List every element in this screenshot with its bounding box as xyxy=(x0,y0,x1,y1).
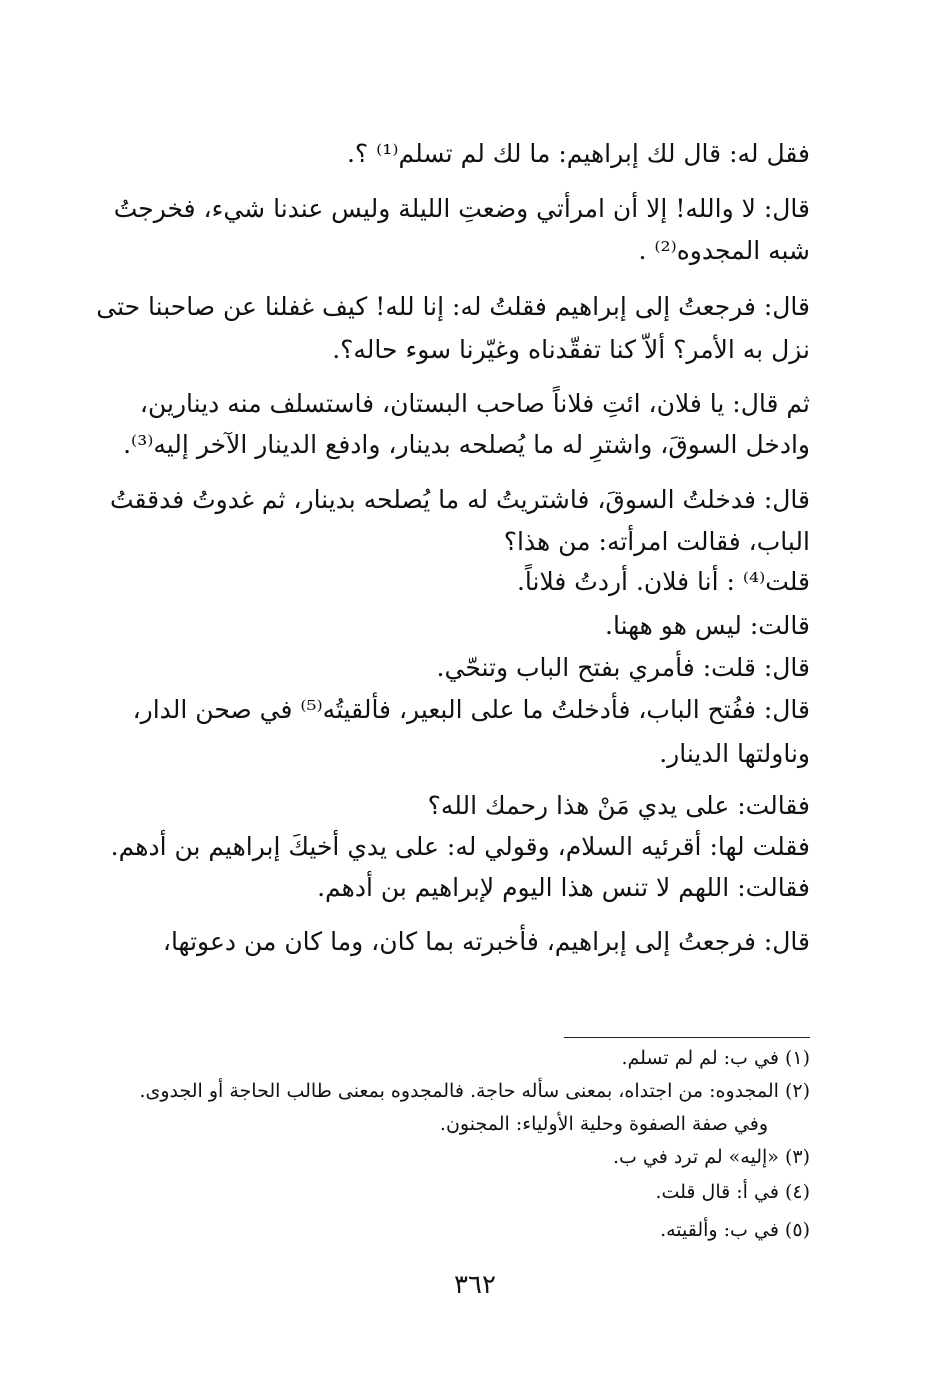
footnote-5: (٥) في ب: وألقيته. xyxy=(660,1219,810,1241)
body-line-4: قال: فرجعتُ إلى إبراهيم فقلتُ له: إنا لله! كيف غفلنا عن صاحبنا حتى xyxy=(96,292,810,321)
body-line-13: قال: ففُتح الباب، فأدخلتُ ما على البعير، فألقيتُه⁽⁵⁾ في صحن الدار، xyxy=(132,695,810,724)
body-line-11: قالت: ليس هو ههنا. xyxy=(605,611,810,640)
body-line-12: قال: قلت: فأمري بفتح الباب وتنحّي. xyxy=(436,653,810,682)
body-line-15: فقالت: على يدي مَنْ هذا رحمك الله؟ xyxy=(427,791,810,820)
footnote-1: (١) في ب: لم لم تسلم. xyxy=(621,1047,810,1069)
body-line-8: قال: فدخلتُ السوقَ، فاشتريتُ له ما يُصلحه بدينار، ثم غدوتُ فدققتُ xyxy=(109,485,810,514)
body-line-16: فقلت لها: أقرئيه السلام، وقولي له: على يدي أخيكَ إبراهيم بن أدهم. xyxy=(110,832,810,861)
page-number: ٣٦٢ xyxy=(454,1270,496,1300)
body-line-2: قال: لا والله! إلا أن امرأتي وضعتِ الليلة وليس عندنا شيء، فخرجتُ xyxy=(113,194,810,223)
body-line-6: ثم قال: يا فلان، ائتِ فلاناً صاحب البستان، فاستسلف منه دينارين، xyxy=(139,389,810,418)
body-line-10: قلت⁽⁴⁾ : أنا فلان. أردتُ فلاناً. xyxy=(516,567,810,596)
footnote-3: (٣) «إليه» لم ترد في ب. xyxy=(613,1146,810,1168)
body-line-18: قال: فرجعتُ إلى إبراهيم، فأخبرته بما كان، وما كان من دعوتها، xyxy=(162,927,810,956)
body-line-14: وناولتها الدينار. xyxy=(659,739,810,768)
body-line-3: شبه المجدوه⁽²⁾ . xyxy=(638,236,810,265)
footnote-2: (٢) المجدوه: من اجتداه، بمعنى سأله حاجة. فالمجدوه بمعنى طالب الحاجة أو الجدوى. xyxy=(139,1080,810,1102)
body-line-17: فقالت: اللهم لا تنس هذا اليوم لإبراهيم بن أدهم. xyxy=(317,873,810,902)
body-line-7: وادخل السوقَ، واشترِ له ما يُصلحه بدينار، وادفع الدينار الآخر إليه⁽³⁾. xyxy=(123,430,810,459)
footnote-separator xyxy=(564,1037,810,1038)
footnote-4: (٤) في أ: قال قلت. xyxy=(655,1181,810,1203)
footnote-2-continuation: وفي صفة الصفوة وحلية الأولياء: المجنون. xyxy=(439,1113,768,1135)
body-line-5: نزل به الأمر؟ ألاّ كنا تفقّدناه وغيّرنا سوء حاله؟. xyxy=(332,335,810,364)
body-line-1: فقل له: قال لك إبراهيم: ما لك لم تسلم⁽¹⁾ ؟. xyxy=(346,139,810,168)
body-line-9: الباب، فقالت امرأته: من هذا؟ xyxy=(503,527,810,556)
